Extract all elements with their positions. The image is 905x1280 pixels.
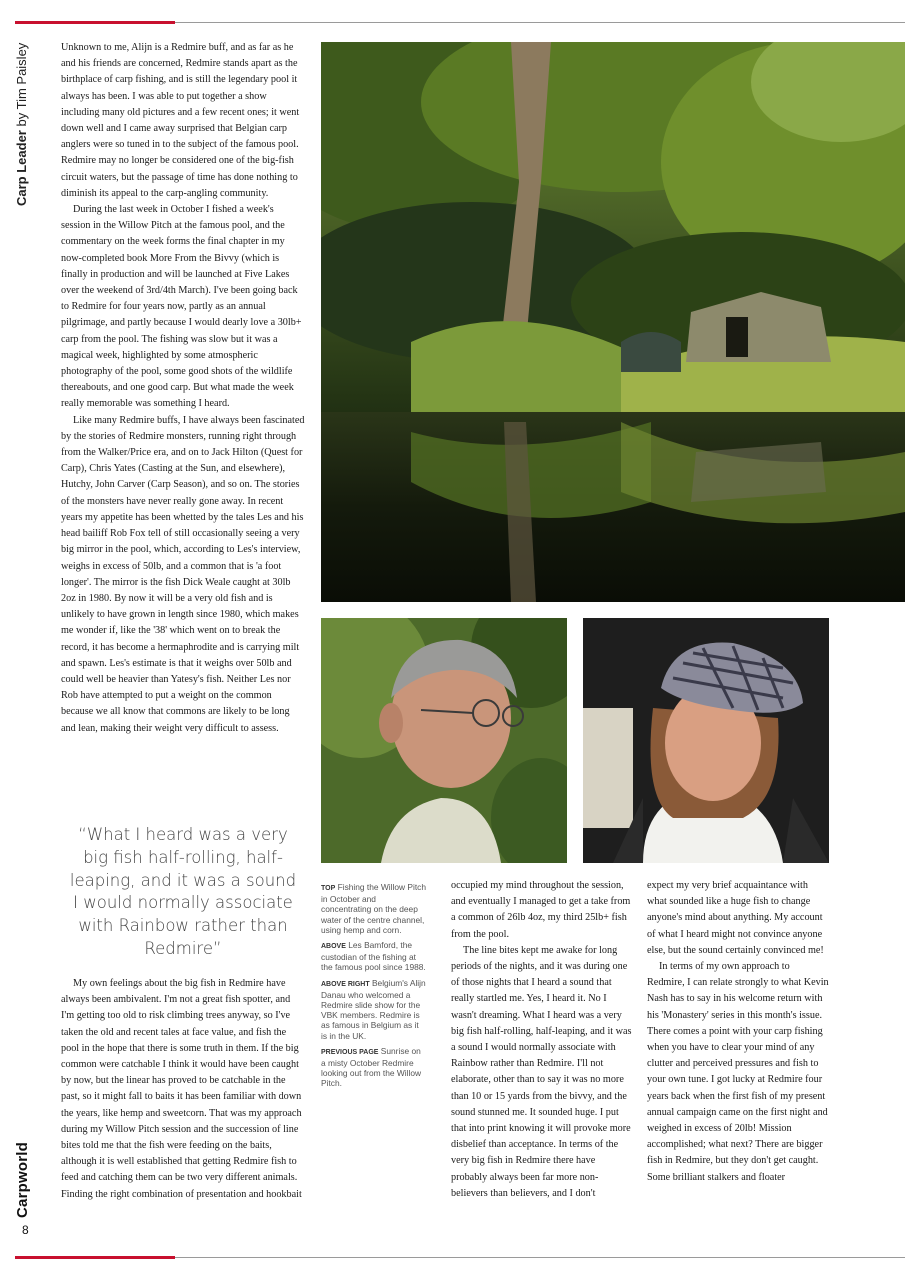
caption-text: Sunrise on a misty October Redmire looking out from the Willow Pitch.	[321, 1045, 422, 1089]
paragraph: The line bites kept me awake for long periods of the nights, and it was during one of those nights that I heard a sound that really startled me. Yes, I heard it. No I wasn't dreaming. What I heard was a very big fish half-rolling, half-leaping, and it was a sound I would normally associate with Rainbow rather than Redmire. I'll not elaborate, other than to say it was no more than 10 or 15 yards from the bivvy, and the sound stunned me. It sounded huge. I put that into print knowing it will provoke more disbelief than acceptance. In terms of the very big fish in Redmire there have probably always been far more non-believers than believers, and I don't	[451, 944, 632, 1199]
body-column-4	[647, 878, 829, 1186]
section-name: Carp Leader	[14, 130, 29, 206]
caption-text: Les Bamford, the custodian of the fishing at the famous pool since 1988.	[321, 940, 426, 973]
byline: by Tim Paisley	[14, 42, 29, 127]
les-bamford-photo	[321, 618, 567, 863]
photo-captions	[321, 882, 427, 1094]
paragraph: Unknown to me, Alijn is a Redmire buff, and as far as he and his friends are concerned, Redmire stands apart as the birthplace of carp fishing, and is still the legendary pool it always has been. I was able to put together a show including many old pictures and a few recent ones; it went down well and I came away surprised that Belgian carp anglers were so tuned in to the subject of the famous pool. Redmire may no longer be considered one of the big-fish circuit waters, but the passage of time has done nothing to diminish its appeal to the carp-angling community.	[61, 42, 300, 199]
header-rule	[15, 21, 905, 24]
caption-label: ABOVE RIGHT	[321, 980, 370, 988]
caption-above-right	[321, 978, 427, 1041]
paragraph: In terms of my own approach to Redmire, I can relate strongly to what Kevin Nash has to say in his welcome return with his 'Monastery' series in this month's issue. There comes a point with your carp fishing when you have to clear your mind of any clutter and perceived pressures and fish to your own tune. I got lucky at Redmire four years back when the first fish of my present annual campaign came on the first night and weighed in excess of 20lb! Mission accomplished; what next? There are bigger fish in Redmire, but they don't get caught. Some brilliant stalkers and floater	[647, 961, 829, 1183]
caption-label: TOP	[321, 885, 336, 892]
body-column-1-continued	[61, 976, 305, 1203]
footer-rule	[15, 1256, 905, 1259]
paragraph: occupied my mind throughout the session, and eventually I managed to get a take from a common of 26lb 4oz, my third 25lb+ fish from the pool.	[451, 880, 631, 940]
paragraph: During the last week in October I fished a week's session in the Willow Pitch at the famous pool, and the commentary on the week forms the final chapter in my now-completed book More From the Bivvy (which is finally in production and will be launched at Five Lakes over the weekend of 3rd/4th March). I've been going back to Redmire for four years now, partly as an annual pilgrimage, and partly because I would dearly love a 30lb+ carp from the pool. The fishing was slow but it was a magical week, highlighted by some atmospheric photography of the pool, some good shots of the wildlife thereabouts, and one good carp. But what made the week really memorable was something I heard.	[61, 204, 302, 410]
caption-text: Belgium's Alijn Danau who welcomed a Redmire slide show for the VBK members. Redmire is as famous in Belgium as it is in the UK.	[321, 977, 426, 1041]
paragraph: expect my very brief acquaintance with what sounded like a huge fish to change anyone's mind about anything. My account of what I heard might not convince anyone else, but the sound certainly convinced me!	[647, 880, 824, 956]
willow-pitch-photo	[321, 42, 905, 602]
footer-rule-grey	[175, 1257, 905, 1258]
body-column-1	[61, 40, 305, 737]
footer-rule-red	[15, 1256, 175, 1259]
caption-text: Fishing the Willow Pitch in October and concentrating on the deep water of the centre channel, using hemp and corn.	[321, 882, 427, 935]
header-rule-red	[15, 21, 175, 24]
alijn-danau-photo	[583, 618, 829, 863]
pull-quote: “What I heard was a very big fish half-rolling, half-leaping, and it was a sound I would normally associate with Rainbow rather than Redmire”	[69, 825, 297, 958]
paragraph: Like many Redmire buffs, I have always been fascinated by the stories of Redmire monsters, running right through from the Walker/Price era, and on to Jack Hilton (Quest for Carp), Chris Yates (Casting at the Sun, and elsewhere), Hutchy, John Carver (Carp Season), and so on. The stories of the monsters have never really gone away. In recent years my appetite has been whetted by the tales Les and his head bailiff Rob Fox tell of still occasionally seeing a very big mirror in the pool, which, according to Les's interview, weighs in excess of 50lb, and a common that is 'a foot longer'. The mirror is the fish Dick Weale caught at 30lb 2oz in 1980. By now it will be a very old fish and is unlikely to have grown in length since 1980, which makes me wonder if, like the '38' which went on to break the record, it has become a hermaphrodite and is carrying milt and spawn. Les's estimate is that it weighs over 50lb and could well be heavier than Yatesy's fish. Neither Les nor Rob have attempted to put a weight on the common because we all know that commons are likely to be long and lean, making their weight very difficult to assess.	[61, 414, 305, 734]
magazine-brand: Carpworld	[14, 1142, 31, 1218]
section-label	[14, 43, 29, 206]
page-number: 8	[22, 1223, 29, 1237]
header-rule-grey	[175, 22, 905, 23]
caption-top	[321, 882, 427, 935]
caption-label: PREVIOUS PAGE	[321, 1048, 379, 1056]
caption-label: ABOVE	[321, 943, 346, 951]
caption-above	[321, 940, 427, 973]
paragraph: My own feelings about the big fish in Redmire have always been ambivalent. I'm not a great fish spotter, and I'm getting too old to risk climbing trees anyway, so I've taken the old and recent tales at face value, and fish the pool in the hope that there is some truth in them. If the big common were catchable I think it would have been caught by now, but the linear has proved to be catchable in the past, so it might fall to baits it has been familiar with down the years, like hemp and sweetcorn. That was my approach during my Willow Pitch session and the succession of line bites told me that the fish were feeding on the baits, although it is well established that getting Redmire fish to feed and catching them can be two very different animals. Finding the right combination of presentation and hookbait	[61, 978, 302, 1200]
body-column-3	[451, 878, 633, 1202]
caption-previous-page	[321, 1046, 427, 1089]
